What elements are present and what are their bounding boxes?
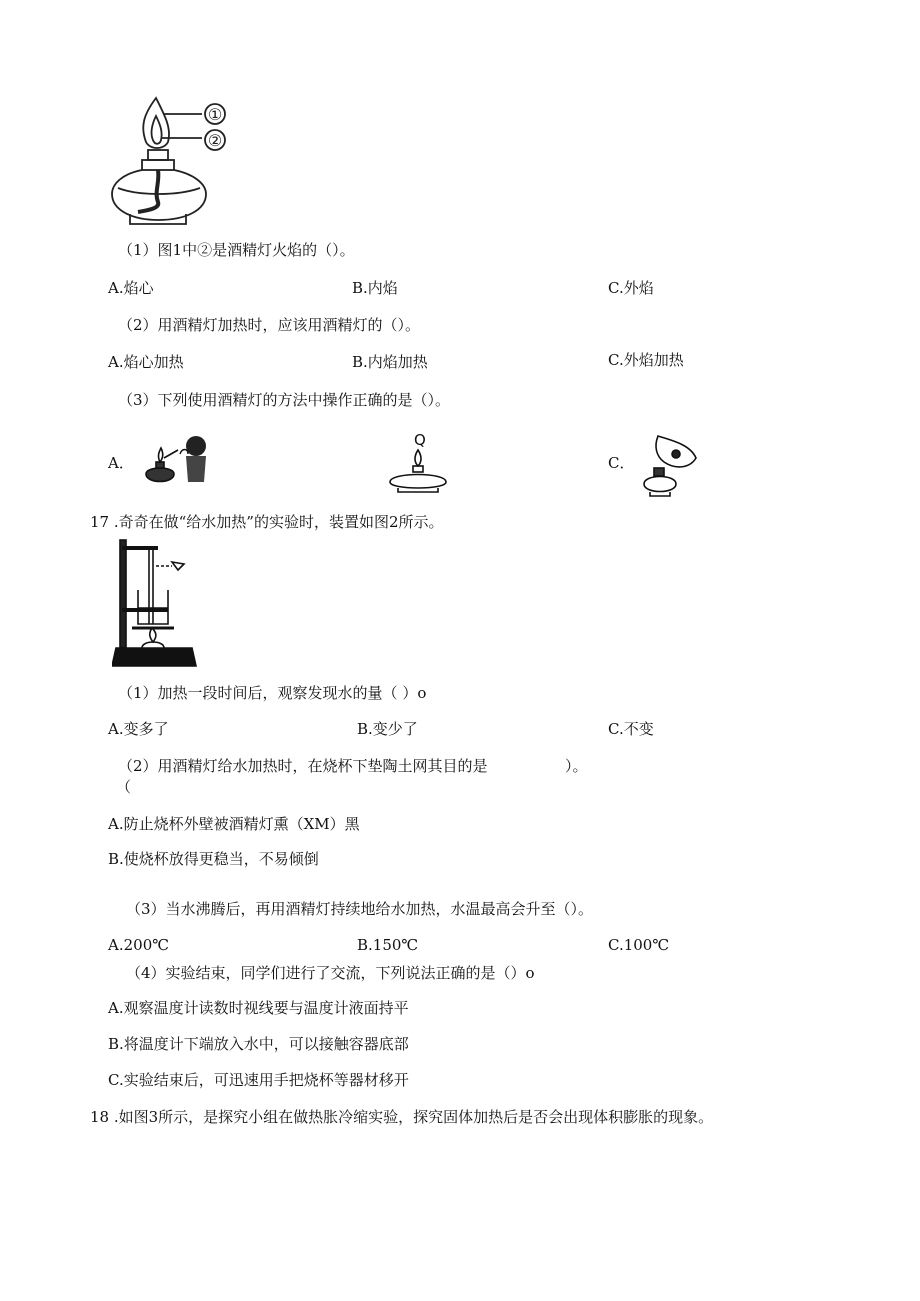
q16-2-option-a: A.焰心加热 [108, 353, 184, 371]
q17-3-stem: （3）当水沸腾后，再用酒精灯持续地给水加热，水温最高会升至（）。 [126, 900, 594, 918]
q17-4-option-b: B.将温度计下端放入水中，可以接触容器底部 [108, 1035, 409, 1053]
q17-2-stem-end: ）。 [565, 757, 588, 775]
figure2-heating-apparatus [112, 538, 198, 668]
option-a-lamp-lighting-image [142, 430, 212, 492]
q18-stem: 18 .如图3所示，是探究小组在做热胀冷缩实验，探究固体加热后是否会出现体积膨胀的现象。 [90, 1108, 714, 1126]
q16-3-option-a: A． [108, 454, 134, 472]
q16-2-option-c: C.外焰加热 [608, 351, 684, 369]
q17-2-stem: （2）用酒精灯给水加热时，在烧杯下垫陶土网其目的是 [118, 757, 488, 775]
q17-1-option-b: B.变少了 [357, 720, 418, 738]
figure1-alcohol-lamp [108, 92, 234, 230]
q17-1-stem: （1）加热一段时间后，观察发现水的量（ ）o [118, 684, 427, 702]
q17-2-stem-paren: （ [116, 778, 132, 796]
q17-3-option-b: B.150℃ [357, 936, 419, 954]
q16-1-option-a: A.焰心 [108, 279, 154, 297]
q16-1-option-b: B.内焰 [352, 279, 398, 297]
q16-3-stem: （3）下列使用酒精灯的方法中操作正确的是（）。 [118, 391, 451, 409]
q16-1-option-c: C.外焰 [608, 279, 654, 297]
q16-2-option-b: B.内焰加热 [352, 353, 428, 371]
option-c-lamp-image [640, 434, 700, 500]
q17-3-option-c: C.100℃ [608, 936, 670, 954]
q17-2-option-a: A.防止烧杯外壁被酒精灯熏（XM）黑 [108, 815, 360, 833]
fig1-label-2: ② [207, 131, 223, 150]
q16-3-option-c: C． [608, 454, 635, 472]
q16-1-stem: （1）图1中②是酒精灯火焰的（）。 [118, 241, 355, 259]
q17-4-stem: （4）实验结束，同学们进行了交流，下列说法正确的是（）o [126, 964, 535, 982]
q17-2-option-b: B.使烧杯放得更稳当，不易倾倒 [108, 850, 319, 868]
q17-1-option-a: A.变多了 [108, 720, 169, 738]
q16-2-stem: （2）用酒精灯加热时，应该用酒精灯的（）。 [118, 316, 421, 334]
fig1-label-1: ① [207, 105, 223, 124]
option-b-lamp-image [384, 448, 454, 494]
q17-3-option-a: A.200℃ [108, 936, 170, 954]
q17-stem: 17 .奇奇在做“给水加热”的实验时，装置如图2所示。 [90, 513, 444, 531]
q17-1-option-c: C.不变 [608, 720, 654, 738]
q16-3-option-b-mark: Q [414, 431, 426, 449]
q17-4-option-c: C.实验结束后，可迅速用手把烧杯等器材移开 [108, 1071, 409, 1089]
q17-4-option-a: A.观察温度计读数时视线要与温度计液面持平 [108, 999, 409, 1017]
